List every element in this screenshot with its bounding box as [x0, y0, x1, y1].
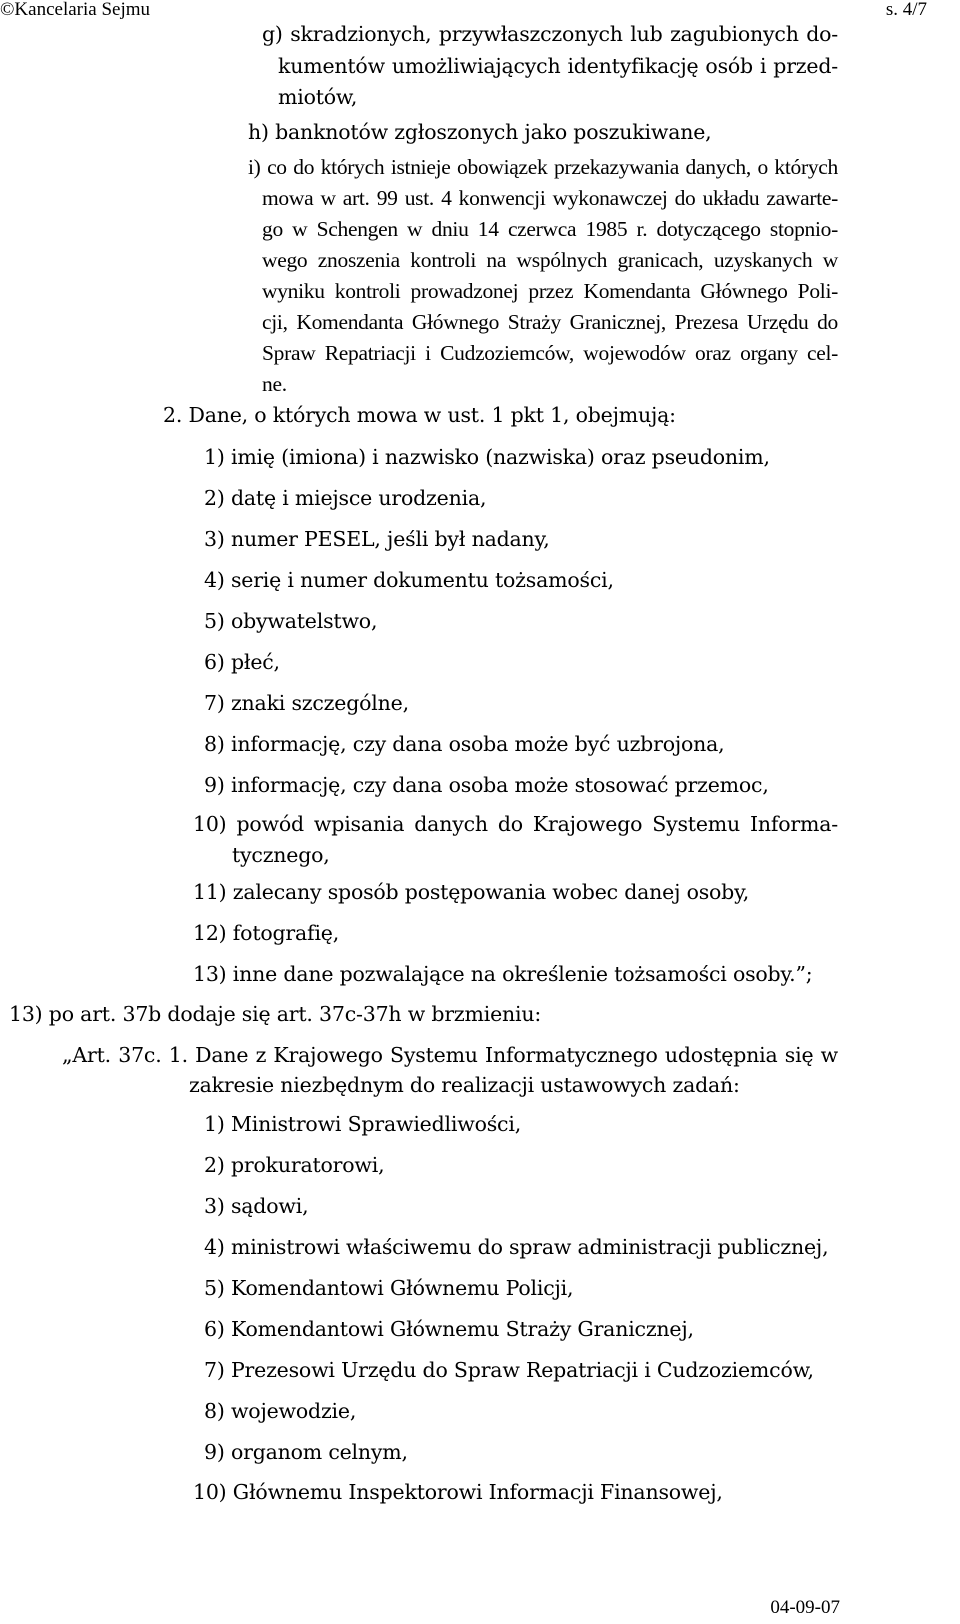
list-item: 5) obywatelstwo, [204, 609, 378, 633]
item-i-line-3: go w Schengen w dniu 14 czerwca 1985 r. dotyczącego stopnio- [262, 217, 838, 241]
list-item: 2) prokuratorowi, [204, 1153, 385, 1177]
list-item: 10) Głównemu Inspektorowi Informacji Finansowej, [193, 1480, 723, 1504]
list-item: 3) sądowi, [204, 1194, 309, 1218]
list-item: 6) Komendantowi Głównemu Straży Granicznej, [204, 1317, 694, 1341]
item-i-line-8: ne. [262, 372, 287, 396]
list-item: 2) datę i miejsce urodzenia, [204, 486, 487, 510]
item-g-line-1: g) skradzionych, przywłaszczonych lub zagubionych do- [262, 22, 838, 46]
item-h: h) banknotów zgłoszonych jako poszukiwane, [248, 120, 712, 144]
item-i-line-7: Spraw Repatriacji i Cudzoziemców, wojewodów oraz organy cel- [262, 341, 838, 365]
list-item: 9) informację, czy dana osoba może stosować przemoc, [204, 773, 769, 797]
item-i-line-4: wego znoszenia kontroli na wspólnych granicach, uzyskanych w [262, 248, 838, 272]
list-item: 8) informację, czy dana osoba może być uzbrojona, [204, 732, 725, 756]
list-item: 9) organom celnym, [204, 1440, 408, 1464]
list-item-continuation: tycznego, [232, 843, 330, 867]
footer-date: 04-09-07 [770, 1597, 840, 1618]
item-i-line-2: mowa w art. 99 ust. 4 konwencji wykonawczej do układu zawarte- [262, 186, 838, 210]
list-item: 11) zalecany sposób postępowania wobec danej osoby, [193, 880, 750, 904]
item-i-line-6: cji, Komendanta Głównego Straży Granicznej, Prezesa Urzędu do [262, 310, 838, 334]
list-item: 13) inne dane pozwalające na określenie tożsamości osoby.”; [193, 962, 813, 986]
list-item: 4) serię i numer dokumentu tożsamości, [204, 568, 614, 592]
list-item: 7) Prezesowi Urzędu do Spraw Repatriacji i Cudzoziemców, [204, 1358, 814, 1382]
list-item: 1) imię (imiona) i nazwisko (nazwiska) oraz pseudonim, [204, 445, 770, 469]
copyright-header: ©Kancelaria Sejmu [0, 0, 151, 20]
item-i-line-1: i) co do których istnieje obowiązek przekazywania danych, o których [248, 155, 838, 179]
list-item: 12) fotografię, [193, 921, 340, 945]
list-item: 3) numer PESEL, jeśli był nadany, [204, 527, 550, 551]
paragraph-2-intro: 2. Dane, o których mowa w ust. 1 pkt 1, obejmują: [163, 403, 676, 427]
list-item: 6) płeć, [204, 650, 280, 674]
item-g-line-3: miotów, [278, 85, 358, 109]
art-37c-line-1: „Art. 37c. 1. Dane z Krajowego Systemu Informatycznego udostępnia się w [62, 1043, 838, 1067]
list-item: 4) ministrowi właściwemu do spraw administracji publicznej, [204, 1235, 829, 1259]
page-number: s. 4/7 [885, 0, 927, 20]
list-item: 8) wojewodzie, [204, 1399, 357, 1423]
list-item: 5) Komendantowi Głównemu Policji, [204, 1276, 574, 1300]
list-item: 1) Ministrowi Sprawiedliwości, [204, 1112, 522, 1136]
list-item: 10) powód wpisania danych do Krajowego Systemu Informa- [193, 812, 838, 836]
item-i-line-5: wyniku kontroli prowadzonej przez Komendanta Głównego Poli- [262, 279, 838, 303]
art-37c-line-2: zakresie niezbędnym do realizacji ustawowych zadań: [189, 1073, 740, 1097]
item-g-line-2: kumentów umożliwiających identyfikację osób i przed- [278, 54, 838, 78]
point-13: 13) po art. 37b dodaje się art. 37c-37h w brzmieniu: [9, 1002, 542, 1026]
list-item: 7) znaki szczególne, [204, 691, 409, 715]
